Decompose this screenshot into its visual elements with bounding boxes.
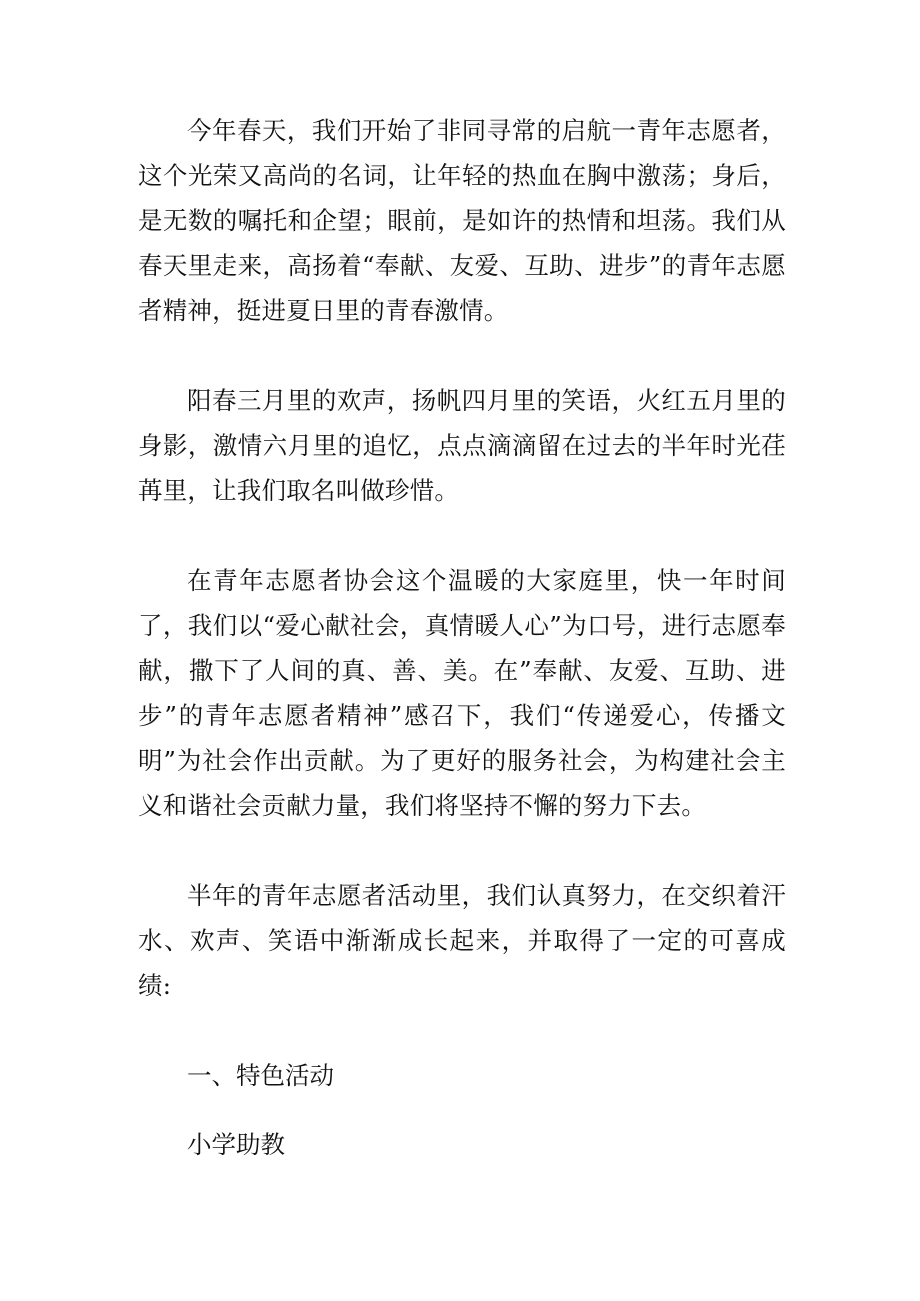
heading-spacer (138, 1098, 786, 1122)
subsection-heading: 小学助教 (187, 1130, 285, 1159)
paragraph-association: 在青年志愿者协会这个温暖的大家庭里，快一年时间了，我们以“爱心献社会，真情暖人心”为口号，进行志愿奉献，撒下了人间的真、善、美。在”奉献、友爱、互助、进步”的青年志愿者精神”感召下，我们“传递爱心，传播文明”为社会作出贡献。为了更好的服务社会，为构建社会主义和谐社会贡献力量，我们将坚持不懈的努力下去。 (138, 566, 786, 820)
paragraph-spacer (138, 513, 786, 558)
paragraph-spacer (138, 828, 786, 873)
paragraph-months: 阳春三月里的欢声，扬帆四月里的笑语，火红五月里的身影，激情六月里的追忆，点点滴滴留在过去的半年时光荏苒里，让我们取名叫做珍惜。 (138, 386, 786, 505)
paragraph-half-year: 半年的青年志愿者活动里，我们认真努力，在交织着汗水、欢声、笑语中渐渐成长起来，并取得了一定的可喜成绩: (138, 881, 786, 1000)
paragraph-spacer (138, 333, 786, 378)
section-heading: 一、特色活动 (187, 1061, 334, 1090)
document-body (138, 108, 786, 1167)
paragraph-spacer (138, 1008, 786, 1053)
paragraph-spring-start: 今年春天，我们开始了非同寻常的启航一青年志愿者，这个光荣又高尚的名词，让年轻的热血在胸中激荡；身后，是无数的嘱托和企望；眼前，是如许的热情和坦荡。我们从春天里走来，高扬着“奉献、友爱、互助、进步”的青年志愿者精神，挺进夏日里的青春激情。 (138, 116, 786, 325)
